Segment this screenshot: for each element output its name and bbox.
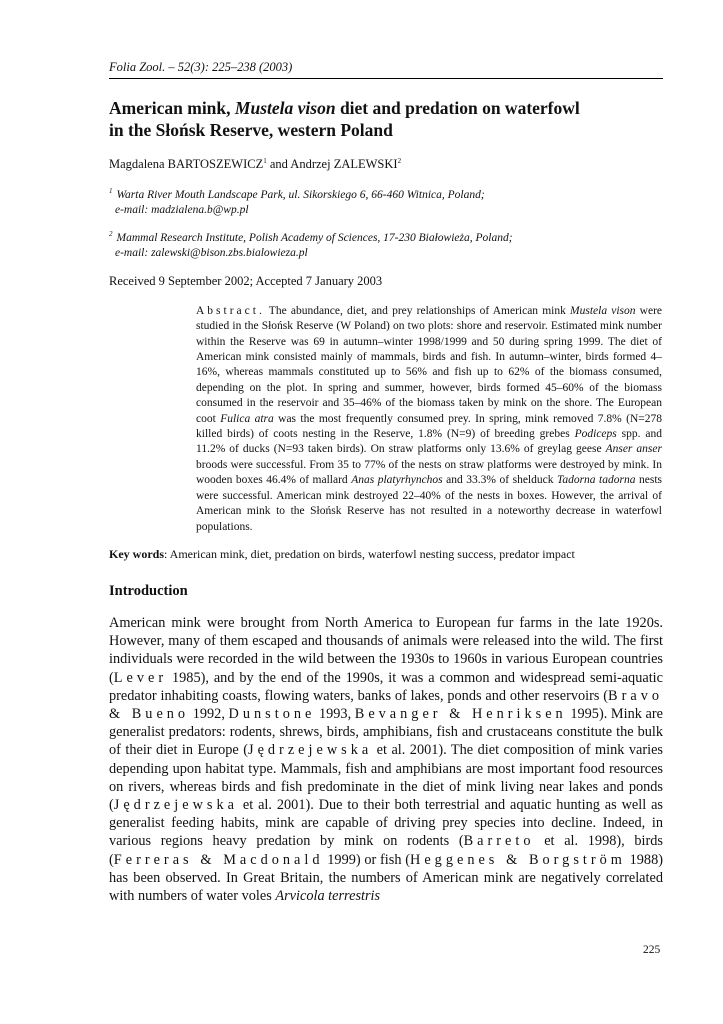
keywords-label: Key words bbox=[109, 546, 164, 561]
citation: Bevanger & Henriksen bbox=[354, 705, 567, 722]
citation: Lever bbox=[113, 669, 168, 686]
journal-header: Folia Zool. – 52(3): 225–238 (2003) bbox=[109, 58, 663, 79]
author-2: and Andrzej ZALEWSKI bbox=[266, 157, 398, 172]
body-text: American mink were brought from North America to European fur farms in the late 1920s. However, many of them escaped and thousands of animals were released into the wild. The first individuals were recorded in the wild between the 1930s to 1960s in various European countries ( bbox=[109, 614, 663, 686]
abstract-species: Podiceps bbox=[574, 428, 617, 441]
body-text: 1985), and by the end of the 1990s, it was a common and widespread semi-aquatic predator inhabiting coasts, flowing waters, banks of lakes, ponds and other reservoirs ( bbox=[109, 669, 663, 704]
abstract-text: spp. and 11.2% of ducks (N=93 taken birds). On straw platforms only 13.6% of greylag geese bbox=[196, 428, 662, 456]
article-page bbox=[109, 58, 663, 905]
affiliation-1-line1: Warta River Mouth Landscape Park, ul. Sikorskiego 6, 66-460 Witnica, Poland; bbox=[116, 188, 485, 201]
citation: Dunstone bbox=[228, 705, 316, 722]
abstract-species: Tadorna tadorna bbox=[556, 474, 636, 487]
author-1-sup: 1 bbox=[263, 157, 267, 165]
article-title bbox=[109, 97, 663, 141]
abstract-text: broods were successful. From 35 to 77% of the nests on straw platforms were destroyed by mink. In wooden boxes 46.4% of mallard bbox=[196, 458, 662, 487]
body-species: Arvicola terrestris bbox=[275, 887, 381, 904]
affiliation-2-email: e-mail: zalewski@bison.zbs.bialowieza.pl bbox=[115, 246, 308, 259]
title-line2: in the Słońsk Reserve, western Poland bbox=[109, 120, 393, 140]
page-number: 225 bbox=[643, 944, 661, 956]
body-text: 1995). Mink are generalist predators: rodents, shrews, birds, amphibians, fish and crustaceans constitute the bulk of their diet in Europe ( bbox=[109, 705, 663, 759]
citation: Heggenes & Borgström bbox=[410, 851, 626, 868]
author-list bbox=[109, 157, 663, 172]
keywords-text: : American mink, diet, predation on birds, waterfowl nesting success, predator impact bbox=[164, 546, 575, 561]
citation: Bravo & Bueno bbox=[109, 687, 663, 722]
citation: Barreto bbox=[463, 833, 535, 850]
abstract-label: Abstract. bbox=[196, 304, 265, 317]
author-1: Magdalena BARTOSZEWICZ bbox=[109, 157, 264, 172]
abstract-text: and 33.3% of shelduck bbox=[442, 474, 557, 487]
abstract-species: Mustela vison bbox=[570, 304, 636, 317]
keywords bbox=[109, 547, 663, 562]
abstract-species: Fulica atra bbox=[220, 412, 274, 425]
introduction-text bbox=[109, 614, 663, 905]
title-species: Mustela vison bbox=[234, 98, 336, 118]
body-text: et al. 1998), birds ( bbox=[109, 833, 663, 868]
affiliation-1-sup: 1 bbox=[109, 187, 113, 196]
citation: Jędrzejewska bbox=[248, 742, 373, 759]
received-dates: Received 9 September 2002; Accepted 7 January 2003 bbox=[109, 273, 383, 288]
abstract-text: The abundance, diet, and prey relationships of American mink bbox=[264, 304, 571, 317]
abstract-species: Anas platyrhynchos bbox=[351, 474, 443, 487]
body-text: et al. 2001). The diet composition of mink varies depending upon habitat type. Mammals, fish and amphibians are most important food resources on rivers, whereas birds and fish predominate in the diet of mink living near lakes and ponds ( bbox=[109, 742, 663, 813]
body-text: 1993, bbox=[315, 705, 355, 722]
affiliation-1-email: e-mail: madzialena.b@wp.pl bbox=[115, 203, 249, 216]
affiliation-2-line1: Mammal Research Institute, Polish Academy of Sciences, 17-230 Białowieża, Poland; bbox=[116, 231, 513, 244]
body-text: 1988) has been observed. In Great Britain, the numbers of American mink are negatively correlated with numbers of water voles bbox=[109, 851, 663, 904]
body-text: et al. 2001). Due to their both terrestrial and aquatic hunting as well as generalist feeding habits, mink are capable of driving prey species into decline. Indeed, in various regions heavy predation by mink on rodents ( bbox=[109, 796, 663, 850]
citation: Jędrzejewska bbox=[113, 796, 238, 813]
section-heading-introduction: Introduction bbox=[109, 582, 188, 599]
affiliation-2-sup: 2 bbox=[109, 229, 113, 238]
abstract-text: were studied in the Słońsk Reserve (W Poland) on two plots: shore and reservoir. Estimated mink number within the Reserve was 69 in autumn–winter 1998/1999 and 50 during spring 1999. The diet of American mink consisted mainly of mammals, birds and fish. In autumn–winter, birds formed 4–16%, whereas mammals constituted up to 56% and fish up to 62% of the biomass consumed, depending on the plot. In spring and summer, however, birds formed 45–60% of the biomass consumed in the reservoir and 35–46% of the biomass taken by mink on the shore. The European coot bbox=[196, 304, 663, 425]
abstract-species: Anser anser bbox=[605, 443, 662, 456]
body-text: 1992, bbox=[189, 705, 229, 722]
abstract-text: nests were successful. American mink destroyed 22–40% of the nests in boxes. However, the arrival of American mink to the Słońsk Reserve has not resulted in a noteworthy decrease in waterfowl populations. bbox=[196, 474, 662, 533]
citation: Ferreras & Macdonald bbox=[113, 851, 324, 868]
abstract bbox=[196, 304, 662, 535]
body-text: 1999) or fish ( bbox=[323, 851, 410, 868]
affiliation-1 bbox=[109, 184, 663, 218]
title-part2: diet and predation on waterfowl bbox=[335, 98, 580, 118]
author-2-sup: 2 bbox=[397, 157, 402, 165]
affiliation-2 bbox=[109, 227, 663, 261]
abstract-text: was the most frequently consumed prey. In spring, mink removed 7.8% (N=278 killed birds) of coots nesting in the Reserve, 1.8% (N=9) of breeding grebes bbox=[196, 412, 662, 441]
title-part1: American mink, bbox=[109, 98, 235, 118]
